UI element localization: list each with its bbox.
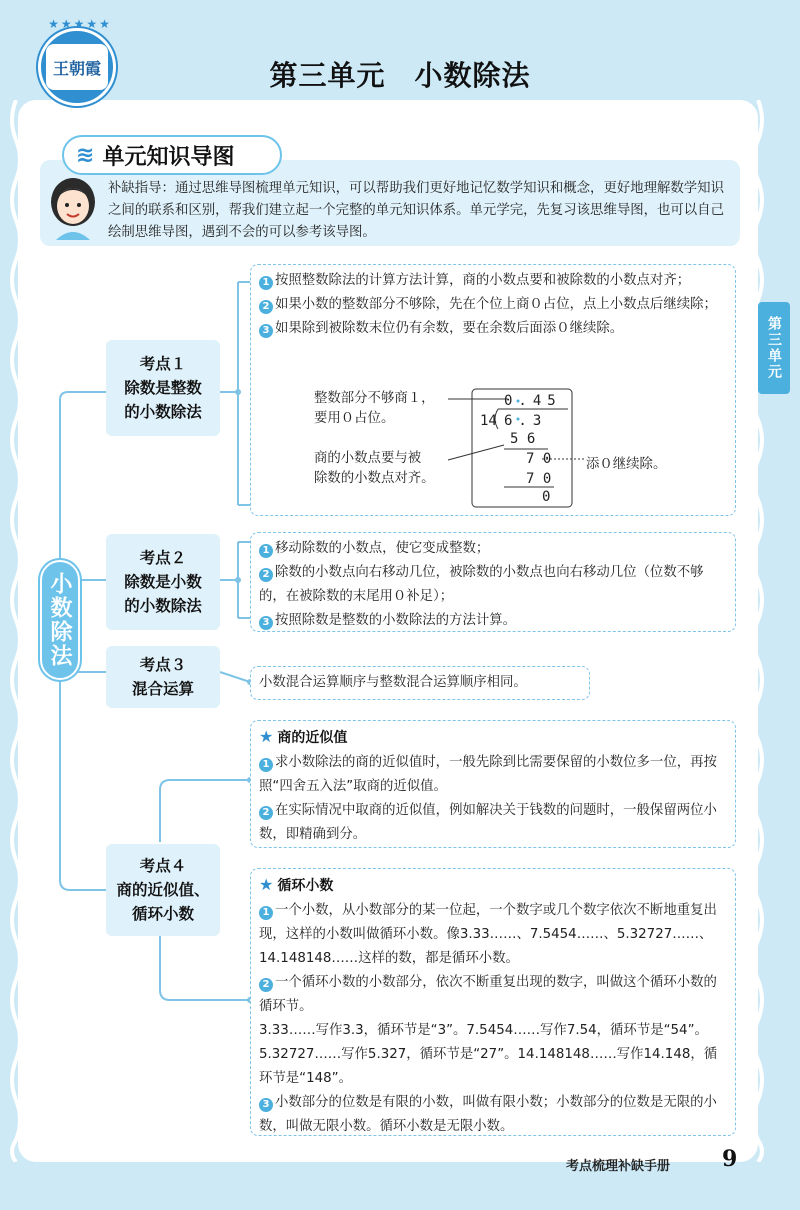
- kp4-line-2: 商的近似值、: [116, 881, 210, 899]
- guide-text: 补缺指导：通过思维导图梳理单元知识，可以帮助我们更好地记忆数学知识和概念，更好地理解数学知识之间的联系和区别，帮我们建立起一个完整的单元知识体系。单元学完，先复习该思维导图，也可以自己绘制思维导图，遇到不会的可以参考该导图。: [108, 181, 724, 240]
- star-icon: ★: [259, 875, 274, 894]
- calc-step-2: 7 0: [526, 451, 552, 467]
- kp4-recurring-box: [250, 868, 736, 1136]
- num-1-icon: 1: [259, 906, 273, 920]
- calc-step-3: 7 0: [526, 471, 552, 487]
- kp2-item-3: 3 按照除数是整数的小数除法的方法计算。: [259, 609, 727, 633]
- calc-note-3: 添０继续除。: [586, 457, 667, 472]
- kp1-line-2: 除数是整数: [124, 379, 202, 397]
- num-3-icon: 3: [259, 616, 273, 630]
- kp3-box: [250, 666, 590, 700]
- recurring-item-2: 2 一个循环小数的小数部分，依次不断重复出现的数字，叫做这个循环小数的循环节。: [259, 975, 717, 1014]
- page-number: 9: [722, 1146, 738, 1172]
- calc-note-1b: 要用０占位。: [314, 411, 395, 426]
- waves-icon: ≋: [76, 142, 95, 168]
- kp4-approx-box: [250, 720, 736, 848]
- calc-remainder: 0: [542, 489, 551, 505]
- calc-note-1: 整数部分不够商１，: [314, 391, 435, 406]
- brand-logo: [38, 17, 116, 106]
- kp3-node: [106, 646, 220, 708]
- section-title: 单元知识导图: [102, 144, 235, 170]
- recurring-title: ★ 循环小数: [259, 875, 334, 894]
- unit-side-tab: 第三单元: [758, 302, 790, 394]
- kp2-line-3: 的小数除法: [124, 597, 202, 615]
- num-1-icon: 1: [259, 544, 273, 558]
- num-2-icon: 2: [259, 568, 273, 582]
- calc-note-2b: 除数的小数点对齐。: [314, 471, 435, 486]
- kp3-line-1: 考点３: [139, 656, 187, 674]
- calc-note-2: 商的小数点要与被: [314, 451, 422, 466]
- approx-item-2: 2 在实际情况中取商的近似值，例如解决关于钱数的问题时，一般保留两位小数，即精确到分。: [259, 803, 717, 842]
- kp3-text: 小数混合运算顺序与整数混合运算顺序相同。: [259, 675, 527, 690]
- section-title-pill: [62, 135, 282, 175]
- wave-border-left: [8, 100, 24, 1162]
- num-3-icon: 3: [259, 1098, 273, 1112]
- num-1-icon: 1: [259, 276, 273, 290]
- kp1-line-1: 考点１: [139, 355, 187, 373]
- num-2-icon: 2: [259, 978, 273, 992]
- logo-text: 王朝霞: [46, 44, 108, 90]
- calc-divisor: 14: [480, 413, 497, 429]
- kp1-line-3: 的小数除法: [124, 403, 202, 421]
- calc-guides: [258, 385, 698, 510]
- kp2-item-2: 2 除数的小数点向右移动几位，被除数的小数点也向右移动几位（位数不够的，在被除数的末尾用０补足）；: [259, 565, 704, 604]
- num-1-icon: 1: [259, 758, 273, 772]
- kp1-item-2: 2 如果小数的整数部分不够除，先在个位上商０占位，点上小数点后继续除；: [259, 293, 727, 317]
- star-icon: ★: [259, 727, 274, 746]
- kp4-line-1: 考点４: [139, 857, 187, 875]
- kp1-node: [106, 340, 220, 436]
- calc-quotient: 0.45: [504, 393, 562, 409]
- kp2-line-1: 考点２: [139, 549, 187, 567]
- num-3-icon: 3: [259, 324, 273, 338]
- kp4-line-3: 循环小数: [131, 905, 194, 923]
- kp2-item-1: 1 移动除数的小数点，使它变成整数；: [259, 537, 727, 561]
- recurring-item-1: 1 一个小数，从小数部分的某一位起，一个数字或几个数字依次不断地重复出现，这样的小数叫做循环小数。像3.33……、7.5454……、5.32727……、14.148148……这样的数，都是循环小数。: [259, 903, 717, 966]
- kp2-line-2: 除数是小数: [124, 573, 202, 591]
- num-2-icon: 2: [259, 806, 273, 820]
- page-title: 第三单元 小数除法: [269, 59, 531, 92]
- kp2-box: [250, 532, 736, 632]
- calc-step-1: 5 6: [510, 431, 536, 447]
- main-topic-node: 小数除法: [40, 560, 80, 680]
- kp2-node: [106, 534, 220, 630]
- footer-text: 考点梳理补缺手册: [566, 1159, 671, 1174]
- recurring-examples: 3.33……写作3.3̇，循环节是“3”。7.5454……写作7.5̇4̇，循环节是“54”。5.32727……写作5.32̇7̇，循环节是“27”。14.148148……写作14.1̇48̇，循环节是“148”。: [259, 1023, 718, 1086]
- kp1-item-1: 1 按照整数除法的计算方法计算，商的小数点要和被除数的小数点对齐；: [259, 269, 727, 293]
- teacher-avatar-icon: [44, 172, 102, 240]
- kp1-item-3: 3 如果除到被除数末位仍有余数，要在余数后面添０继续除。: [259, 317, 727, 341]
- approx-item-1: 1 求小数除法的商的近似值时，一般先除到比需要保留的小数位多一位，再按照“四舍五入法”取商的近似值。: [259, 755, 717, 794]
- wave-border-right: [750, 100, 766, 1162]
- kp3-line-2: 混合运算: [131, 680, 194, 698]
- num-2-icon: 2: [259, 300, 273, 314]
- calc-dividend: 6.3: [504, 413, 548, 429]
- approx-title: ★ 商的近似值: [259, 727, 348, 746]
- recurring-item-3: 3 小数部分的位数是有限的小数，叫做有限小数；小数部分的位数是无限的小数，叫做无限小数。循环小数是无限小数。: [259, 1095, 717, 1134]
- logo-stars: ★★★★★: [48, 17, 112, 31]
- kp4-node: [106, 844, 220, 936]
- long-division-example: [258, 385, 698, 510]
